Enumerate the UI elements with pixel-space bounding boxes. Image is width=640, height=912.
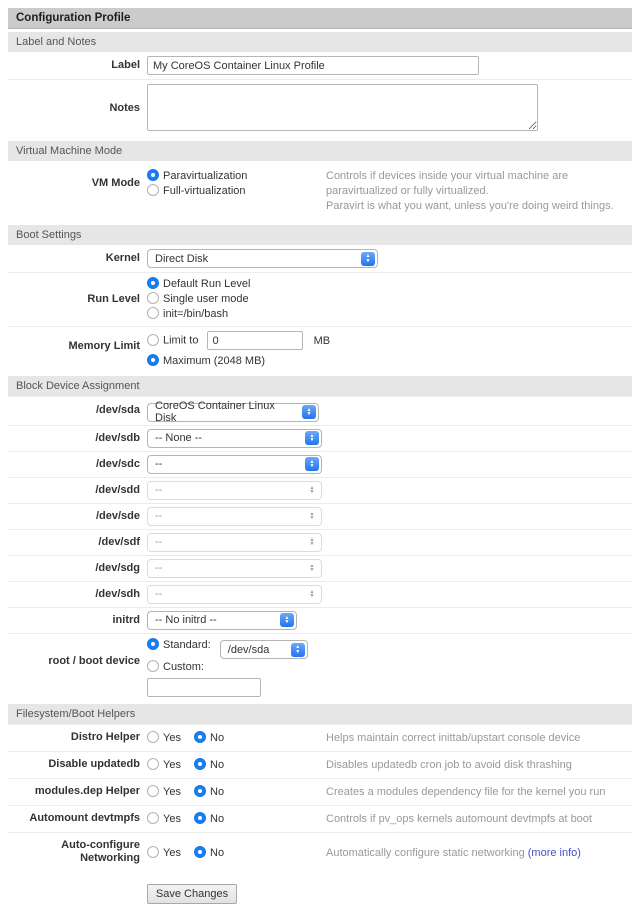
disable-updatedb-yes-radio[interactable] <box>147 758 159 770</box>
run-level-default-radio[interactable] <box>147 277 159 289</box>
no-label: No <box>210 732 225 744</box>
label-input[interactable] <box>147 56 479 75</box>
auto-networking-no-radio[interactable] <box>194 846 206 858</box>
initrd-row <box>8 607 632 633</box>
page-title: Configuration Profile <box>8 8 632 29</box>
dev-sdd-select <box>147 481 322 500</box>
notes-textarea[interactable] <box>147 84 538 131</box>
run-level-row <box>8 272 632 326</box>
distro-helper-no-radio[interactable] <box>194 731 206 743</box>
select-stepper-icon: ▲ ▼ <box>309 536 315 547</box>
vm-mode-row <box>8 161 632 222</box>
dev-sdh-row <box>8 581 632 607</box>
dev-sda-select-value: CoreOS Container Linux Disk <box>155 400 275 424</box>
automount-devtmpfs-label: Automount devtmpfs <box>29 812 140 824</box>
root-device-label: root / boot device <box>48 654 140 667</box>
dev-sdd-label: /dev/sdd <box>95 483 140 496</box>
root-device-select-value: /dev/sda <box>227 643 270 656</box>
vm-mode-fullvirt-option[interactable] <box>147 184 326 199</box>
no-label: No <box>210 813 225 825</box>
dev-sda-row <box>8 396 632 425</box>
select-stepper-icon: ▲ ▼ <box>309 484 315 495</box>
root-standard-label: Standard: <box>163 638 211 651</box>
dev-sdg-label: /dev/sdg <box>95 561 140 574</box>
select-stepper-icon: ▲ ▼ <box>309 510 315 521</box>
modules-dep-row <box>8 778 632 805</box>
kernel-select-value: Direct Disk <box>155 252 209 265</box>
disable-updatedb-help: Disables updatedb cron job to avoid disk thrashing <box>326 759 572 771</box>
modules-dep-yes-radio[interactable] <box>147 785 159 797</box>
automount-devtmpfs-yes-radio[interactable] <box>147 812 159 824</box>
dev-sde-label: /dev/sde <box>95 509 140 522</box>
run-level-single-option[interactable] <box>147 292 250 307</box>
yes-label: Yes <box>163 847 181 859</box>
label-row <box>8 52 632 79</box>
distro-helper-yes-radio[interactable] <box>147 731 159 743</box>
vm-mode-fullvirt-radio[interactable] <box>147 184 159 196</box>
dev-sdd-row <box>8 477 632 503</box>
disable-updatedb-no-radio[interactable] <box>194 758 206 770</box>
section-header-boot-settings: Boot Settings <box>8 225 632 245</box>
memory-limit-unit: MB <box>313 334 331 347</box>
initrd-select-value: -- No initrd -- <box>155 614 217 626</box>
disable-updatedb-row <box>8 751 632 778</box>
memory-limit-custom-radio[interactable] <box>147 334 159 346</box>
memory-limit-custom-label: Limit to <box>163 334 199 347</box>
vm-mode-label: VM Mode <box>91 177 140 189</box>
dev-sdf-row <box>8 529 632 555</box>
auto-networking-yes-option[interactable] <box>147 846 181 859</box>
memory-limit-max-option[interactable] <box>147 354 330 369</box>
distro-helper-label: Distro Helper <box>70 731 140 743</box>
memory-limit-custom-option[interactable] <box>147 331 330 351</box>
run-level-initbash-radio[interactable] <box>147 307 159 319</box>
vm-mode-fullvirt-label: Full-virtualization <box>163 185 246 197</box>
dev-sdf-select-value: -- <box>155 536 163 548</box>
vm-mode-paravirt-radio[interactable] <box>147 169 159 181</box>
select-stepper-icon: ▲ ▼ <box>280 613 294 627</box>
vm-mode-paravirt-label: Paravirtualization <box>163 170 248 182</box>
modules-dep-no-option[interactable] <box>194 785 224 798</box>
root-custom-input[interactable] <box>147 678 261 697</box>
initrd-label: initrd <box>112 613 140 626</box>
section-header-label-and-notes: Label and Notes <box>8 32 632 52</box>
auto-networking-help <box>326 838 581 861</box>
disable-updatedb-label: Disable updatedb <box>48 758 140 770</box>
notes-row <box>8 79 632 138</box>
dev-sdh-label: /dev/sdh <box>95 587 140 600</box>
distro-helper-row <box>8 724 632 751</box>
kernel-label: Kernel <box>105 252 140 264</box>
distro-helper-yes-option[interactable] <box>147 731 181 744</box>
yes-label: Yes <box>163 759 181 771</box>
dev-sdc-select-value: -- <box>155 458 163 470</box>
automount-devtmpfs-help: Controls if pv_ops kernels automount devtmpfs at boot <box>326 813 592 825</box>
modules-dep-yes-option[interactable] <box>147 785 181 798</box>
root-standard-option[interactable] <box>147 638 308 661</box>
no-label: No <box>210 786 225 798</box>
run-level-default-label: Default Run Level <box>163 278 251 290</box>
run-level-initbash-label: init=/bin/bash <box>163 308 229 320</box>
select-stepper-icon: ▲ ▼ <box>309 588 315 599</box>
dev-sde-row <box>8 503 632 529</box>
root-standard-radio[interactable] <box>147 638 159 650</box>
auto-networking-yes-radio[interactable] <box>147 846 159 858</box>
more-info-link[interactable]: (more info) <box>527 847 581 859</box>
kernel-select[interactable] <box>147 249 378 268</box>
dev-sdg-select <box>147 559 322 578</box>
memory-limit-max-label: Maximum (2048 MB) <box>163 355 266 367</box>
root-device-select[interactable] <box>220 640 308 659</box>
automount-devtmpfs-no-radio[interactable] <box>194 812 206 824</box>
root-custom-radio[interactable] <box>147 660 159 672</box>
select-stepper-icon: ▲ ▼ <box>302 405 316 419</box>
memory-limit-max-radio[interactable] <box>147 354 159 366</box>
run-level-initbash-option[interactable] <box>147 307 250 322</box>
select-stepper-icon: ▲ ▼ <box>291 643 305 657</box>
notes-field-label: Notes <box>109 102 140 114</box>
dev-sdh-select <box>147 585 322 604</box>
dev-sdb-select[interactable] <box>147 429 322 448</box>
initrd-select[interactable] <box>147 611 297 630</box>
select-stepper-icon: ▲ ▼ <box>305 457 319 471</box>
vm-mode-help-line2: paravirtualized or fully virtualized. <box>326 185 489 197</box>
dev-sdb-select-value: -- None -- <box>155 432 203 444</box>
section-header-vm-mode: Virtual Machine Mode <box>8 141 632 161</box>
run-level-default-option[interactable] <box>147 277 250 292</box>
dev-sdf-select <box>147 533 322 552</box>
auto-networking-no-option[interactable] <box>194 846 224 859</box>
root-custom-option[interactable] <box>147 660 308 675</box>
dev-sdb-row <box>8 425 632 451</box>
select-stepper-icon: ▲ ▼ <box>305 431 319 445</box>
root-device-row <box>8 633 632 702</box>
save-button[interactable]: Save Changes <box>147 884 237 904</box>
dev-sdh-select-value: -- <box>155 588 163 600</box>
yes-label: Yes <box>163 813 181 825</box>
dev-sdc-select[interactable] <box>147 455 322 474</box>
dev-sdg-select-value: -- <box>155 562 163 574</box>
kernel-row <box>8 245 632 272</box>
dev-sde-select-value: -- <box>155 510 163 522</box>
section-header-block-devices: Block Device Assignment <box>8 376 632 396</box>
dev-sde-select <box>147 507 322 526</box>
select-stepper-icon: ▲ ▼ <box>309 562 315 573</box>
dev-sdc-label: /dev/sdc <box>95 457 140 470</box>
disable-updatedb-yes-option[interactable] <box>147 758 181 771</box>
run-level-single-label: Single user mode <box>163 293 249 305</box>
distro-helper-no-option[interactable] <box>194 731 224 744</box>
memory-limit-input[interactable] <box>207 331 303 350</box>
yes-label: Yes <box>163 732 181 744</box>
memory-limit-row <box>8 326 632 373</box>
select-stepper-icon: ▲ ▼ <box>361 252 375 266</box>
run-level-label: Run Level <box>87 293 140 305</box>
vm-mode-help-line1: Controls if devices inside your virtual machine are <box>326 170 569 182</box>
dev-sdg-row <box>8 555 632 581</box>
vm-mode-help <box>326 169 614 214</box>
auto-configure-networking-row <box>8 832 632 870</box>
yes-label: Yes <box>163 786 181 798</box>
dev-sda-select[interactable] <box>147 400 319 424</box>
distro-helper-help: Helps maintain correct inittab/upstart console device <box>326 732 581 744</box>
vm-mode-paravirt-option[interactable] <box>147 169 326 184</box>
memory-limit-label: Memory Limit <box>68 340 140 352</box>
modules-dep-label: modules.dep Helper <box>34 785 140 797</box>
dev-sdb-label: /dev/sdb <box>95 431 140 444</box>
disable-updatedb-no-option[interactable] <box>194 758 224 771</box>
section-header-fs-helpers: Filesystem/Boot Helpers <box>8 704 632 724</box>
root-custom-label: Custom: <box>163 661 204 673</box>
dev-sdc-row <box>8 451 632 477</box>
no-label: No <box>210 847 225 859</box>
auto-configure-networking-label: Auto-configure Networking <box>61 839 140 864</box>
no-label: No <box>210 759 225 771</box>
dev-sdd-select-value: -- <box>155 484 163 496</box>
modules-dep-help: Creates a modules dependency file for the kernel you run <box>326 786 606 798</box>
run-level-single-radio[interactable] <box>147 292 159 304</box>
dev-sda-label: /dev/sda <box>95 404 140 417</box>
vm-mode-help-line3: Paravirt is what you want, unless you're doing weird things. <box>326 200 614 212</box>
auto-networking-help-text: Automatically configure static networking <box>326 847 528 859</box>
dev-sdf-label: /dev/sdf <box>98 535 140 548</box>
label-field-label: Label <box>111 59 140 71</box>
modules-dep-no-radio[interactable] <box>194 785 206 797</box>
